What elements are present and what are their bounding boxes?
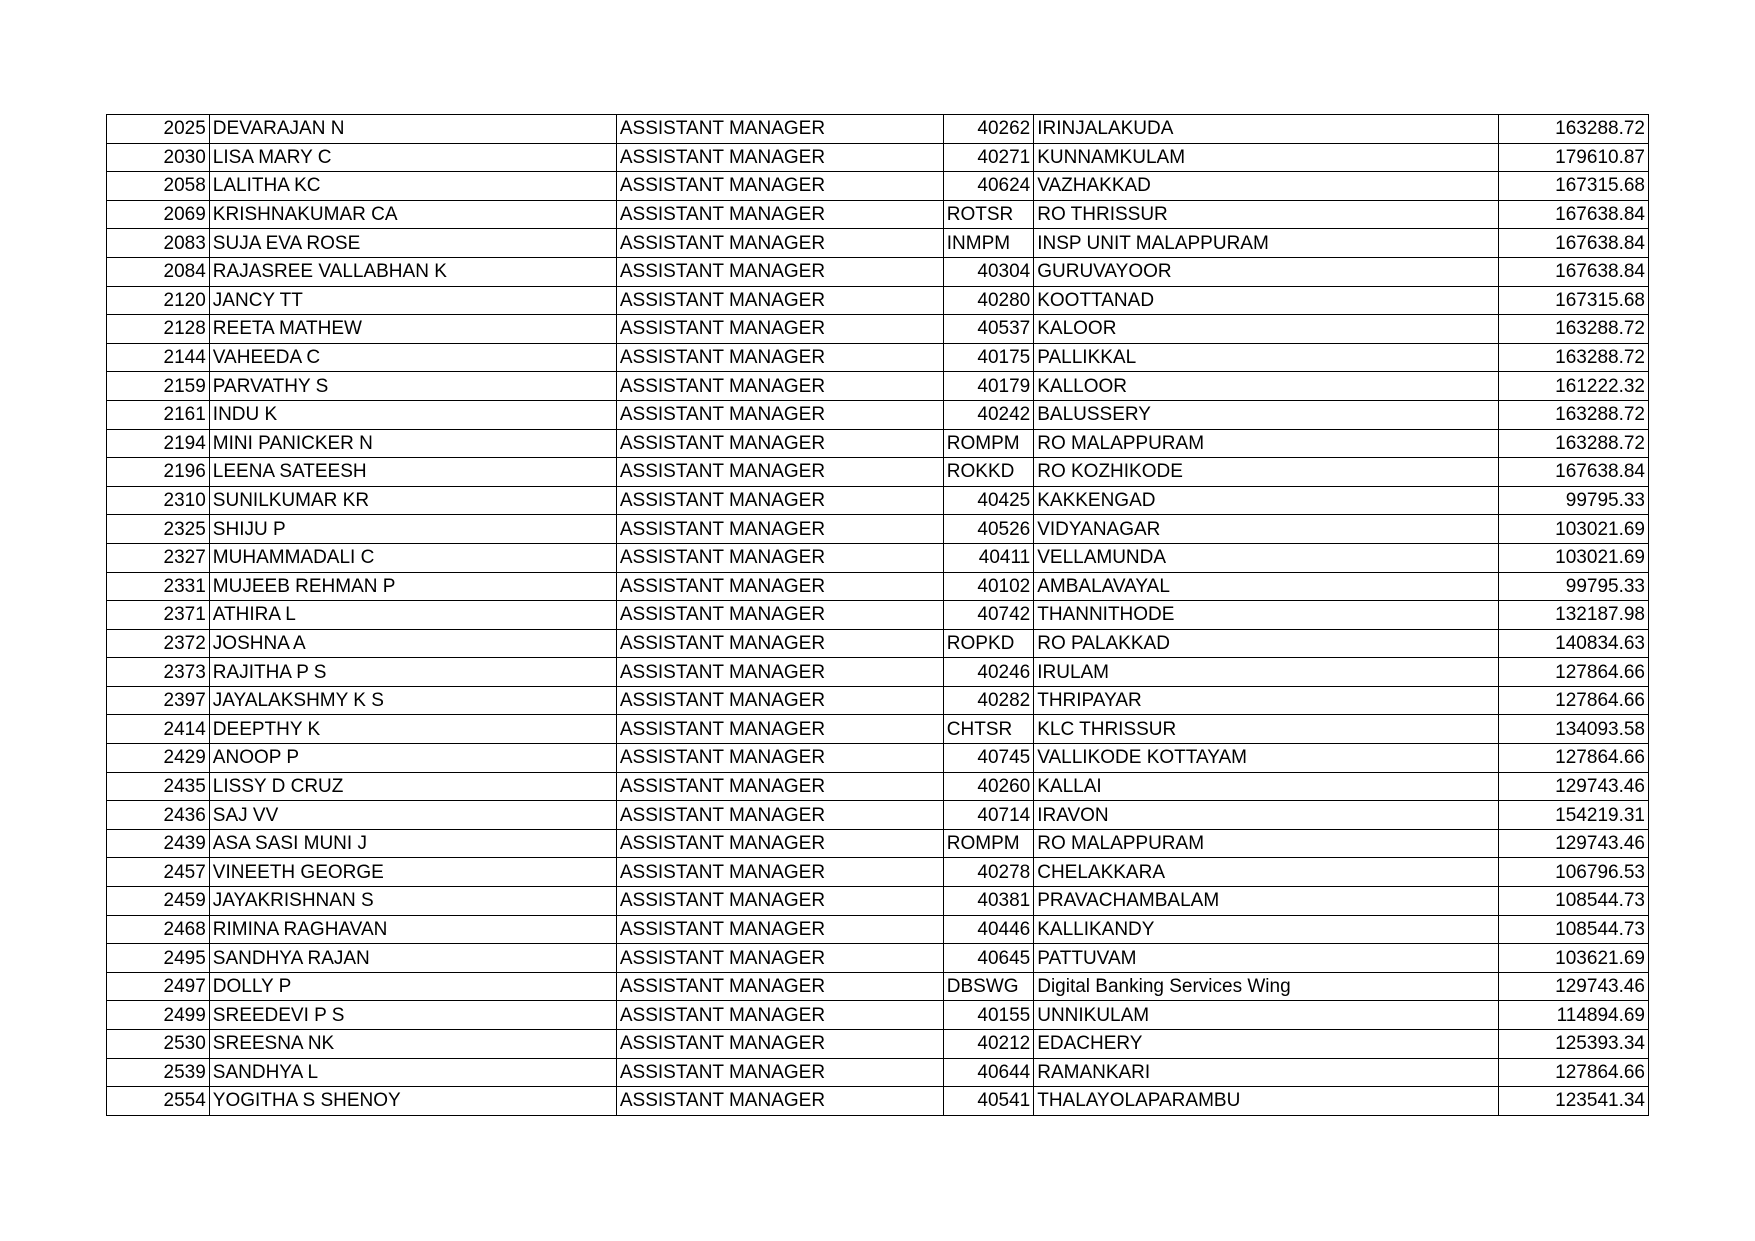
table-row: [107, 715, 1649, 744]
branch-code-cell: 40246: [943, 658, 1033, 687]
table-row: [107, 286, 1649, 315]
employee-id-cell: 2144: [107, 343, 210, 372]
branch-code-cell: 40271: [943, 143, 1033, 172]
employee-id-cell: 2373: [107, 658, 210, 687]
employee-id-cell: 2554: [107, 1087, 210, 1116]
employee-name-cell: JANCY TT: [209, 286, 616, 315]
employee-id-cell: 2439: [107, 829, 210, 858]
branch-name-cell: KALLOOR: [1034, 372, 1499, 401]
table-row: [107, 572, 1649, 601]
branch-name-cell: EDACHERY: [1034, 1030, 1499, 1059]
employee-id-cell: 2159: [107, 372, 210, 401]
branch-name-cell: INSP UNIT MALAPPURAM: [1034, 229, 1499, 258]
designation-cell: ASSISTANT MANAGER: [616, 515, 943, 544]
branch-name-cell: THANNITHODE: [1034, 601, 1499, 630]
designation-cell: ASSISTANT MANAGER: [616, 229, 943, 258]
branch-name-cell: RO MALAPPURAM: [1034, 829, 1499, 858]
employee-name-cell: JAYALAKSHMY K S: [209, 686, 616, 715]
branch-name-cell: Digital Banking Services Wing: [1034, 972, 1499, 1001]
branch-name-cell: KLC THRISSUR: [1034, 715, 1499, 744]
branch-code-cell: 40155: [943, 1001, 1033, 1030]
amount-cell: 167315.68: [1498, 172, 1648, 201]
employee-id-cell: 2497: [107, 972, 210, 1001]
branch-name-cell: RO KOZHIKODE: [1034, 458, 1499, 487]
branch-code-cell: 40242: [943, 400, 1033, 429]
table-row: [107, 972, 1649, 1001]
table-row: [107, 1030, 1649, 1059]
branch-code-cell: 40526: [943, 515, 1033, 544]
employee-id-cell: 2025: [107, 115, 210, 144]
designation-cell: ASSISTANT MANAGER: [616, 887, 943, 916]
amount-cell: 123541.34: [1498, 1087, 1648, 1116]
branch-name-cell: RO THRISSUR: [1034, 200, 1499, 229]
branch-name-cell: PALLIKKAL: [1034, 343, 1499, 372]
designation-cell: ASSISTANT MANAGER: [616, 772, 943, 801]
branch-name-cell: VALLIKODE KOTTAYAM: [1034, 744, 1499, 773]
branch-name-cell: UNNIKULAM: [1034, 1001, 1499, 1030]
table-row: [107, 829, 1649, 858]
table-row: [107, 486, 1649, 515]
designation-cell: ASSISTANT MANAGER: [616, 686, 943, 715]
designation-cell: ASSISTANT MANAGER: [616, 715, 943, 744]
branch-name-cell: KOOTTANAD: [1034, 286, 1499, 315]
branch-code-cell: 40262: [943, 115, 1033, 144]
branch-code-cell: ROMPM: [943, 829, 1033, 858]
employee-name-cell: MINI PANICKER N: [209, 429, 616, 458]
branch-name-cell: IRAVON: [1034, 801, 1499, 830]
table-row: [107, 629, 1649, 658]
employee-name-cell: SHIJU P: [209, 515, 616, 544]
amount-cell: 99795.33: [1498, 572, 1648, 601]
designation-cell: ASSISTANT MANAGER: [616, 944, 943, 973]
employee-table: [106, 114, 1649, 1116]
branch-name-cell: RAMANKARI: [1034, 1058, 1499, 1087]
table-row: [107, 1058, 1649, 1087]
amount-cell: 125393.34: [1498, 1030, 1648, 1059]
table-row: [107, 372, 1649, 401]
branch-code-cell: 40212: [943, 1030, 1033, 1059]
branch-code-cell: 40282: [943, 686, 1033, 715]
amount-cell: 167638.84: [1498, 200, 1648, 229]
branch-name-cell: PATTUVAM: [1034, 944, 1499, 973]
employee-name-cell: JAYAKRISHNAN S: [209, 887, 616, 916]
amount-cell: 167638.84: [1498, 458, 1648, 487]
branch-name-cell: AMBALAVAYAL: [1034, 572, 1499, 601]
amount-cell: 129743.46: [1498, 772, 1648, 801]
employee-id-cell: 2530: [107, 1030, 210, 1059]
branch-code-cell: 40446: [943, 915, 1033, 944]
employee-name-cell: SANDHYA RAJAN: [209, 944, 616, 973]
amount-cell: 129743.46: [1498, 972, 1648, 1001]
branch-code-cell: 40280: [943, 286, 1033, 315]
table-row: [107, 515, 1649, 544]
table-row: [107, 257, 1649, 286]
table-row: [107, 543, 1649, 572]
designation-cell: ASSISTANT MANAGER: [616, 257, 943, 286]
table-row: [107, 200, 1649, 229]
employee-name-cell: VINEETH GEORGE: [209, 858, 616, 887]
amount-cell: 108544.73: [1498, 887, 1648, 916]
designation-cell: ASSISTANT MANAGER: [616, 972, 943, 1001]
table-row: [107, 172, 1649, 201]
employee-id-cell: 2120: [107, 286, 210, 315]
employee-name-cell: DEVARAJAN N: [209, 115, 616, 144]
employee-name-cell: SREEDEVI P S: [209, 1001, 616, 1030]
designation-cell: ASSISTANT MANAGER: [616, 572, 943, 601]
amount-cell: 167315.68: [1498, 286, 1648, 315]
amount-cell: 179610.87: [1498, 143, 1648, 172]
employee-id-cell: 2495: [107, 944, 210, 973]
branch-name-cell: RO PALAKKAD: [1034, 629, 1499, 658]
employee-id-cell: 2030: [107, 143, 210, 172]
branch-code-cell: CHTSR: [943, 715, 1033, 744]
amount-cell: 154219.31: [1498, 801, 1648, 830]
employee-name-cell: ASA SASI MUNI J: [209, 829, 616, 858]
table-row: [107, 658, 1649, 687]
amount-cell: 163288.72: [1498, 429, 1648, 458]
branch-name-cell: PRAVACHAMBALAM: [1034, 887, 1499, 916]
designation-cell: ASSISTANT MANAGER: [616, 458, 943, 487]
designation-cell: ASSISTANT MANAGER: [616, 315, 943, 344]
branch-name-cell: VELLAMUNDA: [1034, 543, 1499, 572]
employee-name-cell: RAJITHA P S: [209, 658, 616, 687]
amount-cell: 127864.66: [1498, 686, 1648, 715]
employee-name-cell: RAJASREE VALLABHAN K: [209, 257, 616, 286]
designation-cell: ASSISTANT MANAGER: [616, 658, 943, 687]
employee-id-cell: 2371: [107, 601, 210, 630]
table-row: [107, 744, 1649, 773]
branch-code-cell: 40644: [943, 1058, 1033, 1087]
table-row: [107, 229, 1649, 258]
employee-id-cell: 2539: [107, 1058, 210, 1087]
designation-cell: ASSISTANT MANAGER: [616, 172, 943, 201]
branch-code-cell: 40102: [943, 572, 1033, 601]
employee-id-cell: 2058: [107, 172, 210, 201]
employee-id-cell: 2331: [107, 572, 210, 601]
designation-cell: ASSISTANT MANAGER: [616, 115, 943, 144]
branch-code-cell: 40179: [943, 372, 1033, 401]
branch-name-cell: KAKKENGAD: [1034, 486, 1499, 515]
employee-name-cell: LISSY D CRUZ: [209, 772, 616, 801]
table-row: [107, 601, 1649, 630]
employee-id-cell: 2128: [107, 315, 210, 344]
amount-cell: 114894.69: [1498, 1001, 1648, 1030]
branch-code-cell: 40742: [943, 601, 1033, 630]
table-row: [107, 858, 1649, 887]
amount-cell: 103021.69: [1498, 543, 1648, 572]
employee-id-cell: 2429: [107, 744, 210, 773]
branch-code-cell: 40645: [943, 944, 1033, 973]
branch-code-cell: ROKKD: [943, 458, 1033, 487]
employee-id-cell: 2372: [107, 629, 210, 658]
employee-id-cell: 2310: [107, 486, 210, 515]
employee-name-cell: LALITHA KC: [209, 172, 616, 201]
branch-name-cell: GURUVAYOOR: [1034, 257, 1499, 286]
employee-name-cell: ATHIRA L: [209, 601, 616, 630]
employee-name-cell: YOGITHA S SHENOY: [209, 1087, 616, 1116]
amount-cell: 163288.72: [1498, 315, 1648, 344]
branch-code-cell: 40411: [943, 543, 1033, 572]
branch-code-cell: 40714: [943, 801, 1033, 830]
employee-name-cell: SUJA EVA ROSE: [209, 229, 616, 258]
employee-name-cell: SUNILKUMAR KR: [209, 486, 616, 515]
employee-name-cell: MUHAMMADALI C: [209, 543, 616, 572]
designation-cell: ASSISTANT MANAGER: [616, 744, 943, 773]
designation-cell: ASSISTANT MANAGER: [616, 143, 943, 172]
branch-code-cell: INMPM: [943, 229, 1033, 258]
amount-cell: 163288.72: [1498, 343, 1648, 372]
amount-cell: 99795.33: [1498, 486, 1648, 515]
employee-id-cell: 2161: [107, 400, 210, 429]
employee-name-cell: KRISHNAKUMAR CA: [209, 200, 616, 229]
designation-cell: ASSISTANT MANAGER: [616, 372, 943, 401]
designation-cell: ASSISTANT MANAGER: [616, 801, 943, 830]
employee-id-cell: 2196: [107, 458, 210, 487]
employee-id-cell: 2083: [107, 229, 210, 258]
amount-cell: 103621.69: [1498, 944, 1648, 973]
table-row: [107, 115, 1649, 144]
employee-id-cell: 2069: [107, 200, 210, 229]
amount-cell: 163288.72: [1498, 400, 1648, 429]
designation-cell: ASSISTANT MANAGER: [616, 543, 943, 572]
branch-name-cell: KALLIKANDY: [1034, 915, 1499, 944]
table-row: [107, 915, 1649, 944]
employee-name-cell: INDU K: [209, 400, 616, 429]
amount-cell: 106796.53: [1498, 858, 1648, 887]
employee-name-cell: RIMINA RAGHAVAN: [209, 915, 616, 944]
branch-code-cell: 40541: [943, 1087, 1033, 1116]
employee-id-cell: 2325: [107, 515, 210, 544]
branch-name-cell: IRULAM: [1034, 658, 1499, 687]
branch-code-cell: 40175: [943, 343, 1033, 372]
employee-name-cell: SANDHYA L: [209, 1058, 616, 1087]
amount-cell: 132187.98: [1498, 601, 1648, 630]
employee-name-cell: JOSHNA A: [209, 629, 616, 658]
designation-cell: ASSISTANT MANAGER: [616, 343, 943, 372]
branch-code-cell: 40425: [943, 486, 1033, 515]
branch-name-cell: CHELAKKARA: [1034, 858, 1499, 887]
employee-id-cell: 2084: [107, 257, 210, 286]
employee-name-cell: PARVATHY S: [209, 372, 616, 401]
employee-name-cell: SAJ VV: [209, 801, 616, 830]
amount-cell: 127864.66: [1498, 744, 1648, 773]
employee-name-cell: VAHEEDA C: [209, 343, 616, 372]
table-row: [107, 400, 1649, 429]
employee-id-cell: 2457: [107, 858, 210, 887]
designation-cell: ASSISTANT MANAGER: [616, 601, 943, 630]
branch-code-cell: 40304: [943, 257, 1033, 286]
branch-name-cell: KUNNAMKULAM: [1034, 143, 1499, 172]
branch-code-cell: DBSWG: [943, 972, 1033, 1001]
amount-cell: 103021.69: [1498, 515, 1648, 544]
amount-cell: 108544.73: [1498, 915, 1648, 944]
employee-id-cell: 2414: [107, 715, 210, 744]
table-row: [107, 343, 1649, 372]
branch-code-cell: 40624: [943, 172, 1033, 201]
document-page: [106, 114, 1649, 1116]
branch-name-cell: RO MALAPPURAM: [1034, 429, 1499, 458]
amount-cell: 134093.58: [1498, 715, 1648, 744]
table-row: [107, 944, 1649, 973]
table-row: [107, 772, 1649, 801]
branch-name-cell: KALLAI: [1034, 772, 1499, 801]
designation-cell: ASSISTANT MANAGER: [616, 858, 943, 887]
amount-cell: 127864.66: [1498, 658, 1648, 687]
amount-cell: 161222.32: [1498, 372, 1648, 401]
designation-cell: ASSISTANT MANAGER: [616, 400, 943, 429]
branch-name-cell: IRINJALAKUDA: [1034, 115, 1499, 144]
employee-name-cell: SREESNA NK: [209, 1030, 616, 1059]
branch-code-cell: ROMPM: [943, 429, 1033, 458]
amount-cell: 129743.46: [1498, 829, 1648, 858]
designation-cell: ASSISTANT MANAGER: [616, 1058, 943, 1087]
branch-name-cell: THALAYOLAPARAMBU: [1034, 1087, 1499, 1116]
amount-cell: 140834.63: [1498, 629, 1648, 658]
designation-cell: ASSISTANT MANAGER: [616, 286, 943, 315]
amount-cell: 127864.66: [1498, 1058, 1648, 1087]
table-row: [107, 801, 1649, 830]
employee-id-cell: 2327: [107, 543, 210, 572]
amount-cell: 167638.84: [1498, 257, 1648, 286]
table-row: [107, 458, 1649, 487]
table-row: [107, 429, 1649, 458]
employee-name-cell: LEENA SATEESH: [209, 458, 616, 487]
employee-id-cell: 2397: [107, 686, 210, 715]
table-row: [107, 1001, 1649, 1030]
employee-name-cell: LISA MARY C: [209, 143, 616, 172]
employee-name-cell: REETA MATHEW: [209, 315, 616, 344]
designation-cell: ASSISTANT MANAGER: [616, 915, 943, 944]
amount-cell: 167638.84: [1498, 229, 1648, 258]
employee-name-cell: DEEPTHY K: [209, 715, 616, 744]
branch-code-cell: 40381: [943, 887, 1033, 916]
designation-cell: ASSISTANT MANAGER: [616, 1030, 943, 1059]
table-row: [107, 887, 1649, 916]
employee-name-cell: ANOOP P: [209, 744, 616, 773]
employee-table-body: [107, 115, 1649, 1116]
table-row: [107, 143, 1649, 172]
employee-id-cell: 2499: [107, 1001, 210, 1030]
designation-cell: ASSISTANT MANAGER: [616, 829, 943, 858]
employee-id-cell: 2194: [107, 429, 210, 458]
table-row: [107, 315, 1649, 344]
employee-name-cell: MUJEEB REHMAN P: [209, 572, 616, 601]
branch-name-cell: VAZHAKKAD: [1034, 172, 1499, 201]
table-row: [107, 1087, 1649, 1116]
branch-code-cell: 40260: [943, 772, 1033, 801]
employee-id-cell: 2459: [107, 887, 210, 916]
designation-cell: ASSISTANT MANAGER: [616, 200, 943, 229]
employee-id-cell: 2468: [107, 915, 210, 944]
designation-cell: ASSISTANT MANAGER: [616, 629, 943, 658]
branch-name-cell: BALUSSERY: [1034, 400, 1499, 429]
branch-code-cell: ROPKD: [943, 629, 1033, 658]
branch-code-cell: ROTSR: [943, 200, 1033, 229]
employee-id-cell: 2436: [107, 801, 210, 830]
amount-cell: 163288.72: [1498, 115, 1648, 144]
designation-cell: ASSISTANT MANAGER: [616, 429, 943, 458]
employee-id-cell: 2435: [107, 772, 210, 801]
branch-code-cell: 40278: [943, 858, 1033, 887]
designation-cell: ASSISTANT MANAGER: [616, 1087, 943, 1116]
branch-name-cell: THRIPAYAR: [1034, 686, 1499, 715]
designation-cell: ASSISTANT MANAGER: [616, 1001, 943, 1030]
branch-name-cell: VIDYANAGAR: [1034, 515, 1499, 544]
branch-code-cell: 40537: [943, 315, 1033, 344]
designation-cell: ASSISTANT MANAGER: [616, 486, 943, 515]
branch-code-cell: 40745: [943, 744, 1033, 773]
branch-name-cell: KALOOR: [1034, 315, 1499, 344]
table-row: [107, 686, 1649, 715]
employee-name-cell: DOLLY P: [209, 972, 616, 1001]
